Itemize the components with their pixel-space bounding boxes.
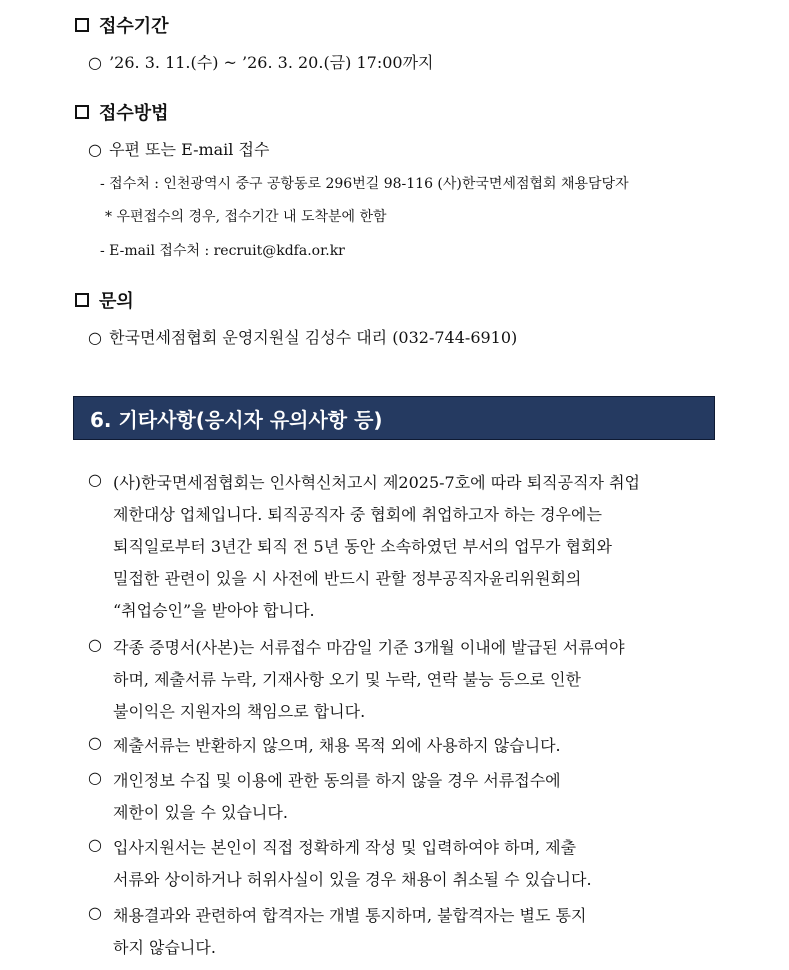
bullet-circle-icon: ○ — [88, 140, 102, 159]
bullet-circle-icon: ○ — [88, 768, 102, 787]
paragraph-line: (사)한국면세점협회는 인사혁신처고시 제2025-7호에 따라 퇴직공직자 취업 — [113, 473, 640, 492]
paragraph-line: 하지 않습니다. — [113, 938, 216, 957]
heading-application-period — [75, 12, 169, 38]
paragraph-line: 각종 증명서(사본)는 서류접수 마감일 기준 3개월 이내에 발급된 서류여야 — [113, 638, 625, 657]
checkbox-square-icon — [75, 18, 89, 32]
bullet-text: ’26. 3. 11.(수) ~ ’26. 3. 20.(금) 17:00까지 — [109, 53, 434, 72]
heading-text: 문의 — [99, 291, 134, 312]
bullet-circle-icon: ○ — [88, 835, 102, 854]
bullet-text: 한국면세점협회 운영지원실 김성수 대리 (032-744-6910) — [109, 328, 518, 347]
bullet-circle-icon: ○ — [88, 903, 102, 922]
paragraph-line: 개인정보 수집 및 이용에 관한 동의를 하지 않을 경우 서류접수에 — [113, 771, 561, 790]
bullet-circle-icon: ○ — [88, 53, 102, 72]
bullet-text: 우편 또는 E-mail 접수 — [109, 140, 270, 159]
sub-item-email: - E-mail 접수처 : recruit@kdfa.or.kr — [100, 243, 345, 259]
paragraph-line: 밀접한 관련이 있을 시 사전에 반드시 관할 정부공직자윤리위원회의 — [113, 569, 582, 588]
sub-item-mail-note: * 우편접수의 경우, 접수기간 내 도착분에 한함 — [105, 209, 387, 225]
section-6-title-bar — [73, 396, 715, 440]
bullet-item-method — [88, 137, 269, 160]
paragraph-line: 퇴직일로부터 3년간 퇴직 전 5년 동안 소속하였던 부서의 업무가 협회와 — [113, 537, 612, 556]
heading-application-method — [75, 99, 169, 125]
paragraph-line: 제한이 있을 수 있습니다. — [113, 803, 288, 822]
section-6-title: 6. 기타사항(응시자 유의사항 등) — [90, 407, 383, 432]
paragraph-line: 제한대상 업체입니다. 퇴직공직자 중 협회에 취업하고자 하는 경우에는 — [113, 505, 602, 524]
paragraph-line: 불이익은 지원자의 책임으로 합니다. — [113, 702, 366, 721]
bullet-item-contact — [88, 325, 517, 348]
checkbox-square-icon — [75, 105, 89, 119]
paragraph-line: 입사지원서는 본인이 직접 정확하게 작성 및 입력하여야 하며, 제출 — [113, 838, 577, 857]
bullet-circle-icon: ○ — [88, 733, 102, 752]
paragraph-line: “취업승인”을 받아야 합니다. — [113, 601, 315, 620]
heading-text: 접수기간 — [99, 16, 169, 37]
paragraph-line: 제출서류는 반환하지 않으며, 채용 목적 외에 사용하지 않습니다. — [113, 736, 561, 755]
heading-text: 접수방법 — [99, 103, 169, 124]
paragraph-line: 하며, 제출서류 누락, 기재사항 오기 및 누락, 연락 불능 등으로 인한 — [113, 670, 581, 689]
bullet-item-period — [88, 50, 434, 73]
bullet-circle-icon: ○ — [88, 635, 102, 654]
paragraph-line: 채용결과와 관련하여 합격자는 개별 통지하며, 불합격자는 별도 통지 — [113, 906, 587, 925]
bullet-circle-icon: ○ — [88, 470, 102, 489]
bullet-circle-icon: ○ — [88, 328, 102, 347]
sub-item-address: - 접수처 : 인천광역시 중구 공항동로 296번길 98-116 (사)한국면세점협회 채용담당자 — [100, 176, 629, 192]
paragraph-line: 서류와 상이하거나 허위사실이 있을 경우 채용이 취소될 수 있습니다. — [113, 870, 592, 889]
heading-inquiry — [75, 287, 134, 313]
checkbox-square-icon — [75, 293, 89, 307]
